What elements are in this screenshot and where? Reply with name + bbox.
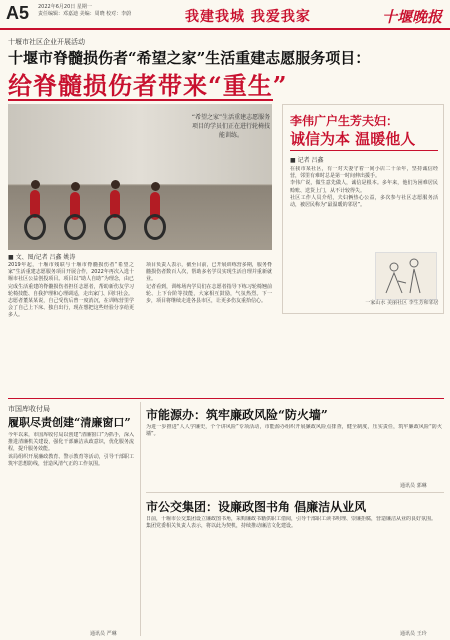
page-number: A5 xyxy=(6,3,30,23)
paragraph: 社区工作人员介绍，夫妇俩热心公益，多次参与社区志愿服务活动，被居民称为“最温暖的邻居”。 xyxy=(290,194,438,209)
paragraph: 项目负责人表示，截至目前，已开展训练营多期，服务脊髓损伤者数百人次，帮助多名学员实现生活自理并重新就业。 xyxy=(146,262,272,283)
paragraph: 为进一步推进“人人学廉史，个个讲风险”专项活动，市能源办组织开展廉政风险点排查，健全制度，压实责任，筑牢廉政风险“防火墙”。 xyxy=(146,424,442,438)
lead-body-col2 xyxy=(146,262,272,392)
photo-caption: “希望之家”生活重建志愿服务项目的学员们正在进行轮椅技能训练。 xyxy=(191,114,271,139)
sketch-head xyxy=(410,259,418,267)
person-head xyxy=(111,180,120,189)
sketch-head xyxy=(390,263,398,271)
headline-rule xyxy=(8,99,273,101)
sketch-figure xyxy=(386,269,420,293)
headline: 十堰市脊髓损伤者“希望之家”生活重建志愿服务项目： xyxy=(8,49,371,67)
sketch-drawing xyxy=(376,253,436,299)
paragraph: 该局组织开展廉政教育、警示教育等活动，引导干部职工筑牢思想防线，营造风清气正的工作氛围。 xyxy=(8,453,134,467)
commentary-byline: ■ 记者 吕鑫 xyxy=(290,157,324,164)
paragraph: 今年以来，市国库收付局以创建“清廉窗口”为抓手，深入推进清廉机关建设，强化干部廉洁从政意识，优化服务流程，提升服务效能。 xyxy=(8,432,134,453)
section-slogan: 我建我城 我爱我家 xyxy=(185,9,311,25)
brief-left-author: 通讯员 严琳 xyxy=(90,631,117,637)
wheelchair-wheel xyxy=(144,214,166,240)
paragraph: 记者看到，训练场内学员们在志愿者指导下练习轮椅翘前轮、上下台阶等技能，大家相互鼓励，气氛热烈。下一步，项目将继续走进各县市区，让更多伤友重拾信心。 xyxy=(146,283,272,305)
paragraph: 2019年起，十堰市残联与十堰市脊髓损伤者“希望之家”生活重建志愿服务项目开展合作，2022年再次入选十堰市社区公益创投项目。项目以“助人自助”为理念，由已完成生活重建的脊髓损伤者担任志愿者，帮助新伤友学习轮椅技能、自我护理和心理调适，走出家门、回归社会。 xyxy=(8,262,134,297)
commentary-headline: 诚信为本 温暖他人 xyxy=(290,130,416,148)
sketch-caption: 一家山水 美丽社区 李生芳和邻居 xyxy=(365,300,439,306)
lead-body-col1 xyxy=(8,262,134,392)
illustration-sketch xyxy=(375,252,437,300)
brief-mid-title: 市能源办：筑牢廉政风险“防火墙” xyxy=(146,408,328,422)
date: 2022年6月20日 星期一 xyxy=(38,4,92,10)
editor-line: 责任编辑：邓嘉迪 美编：周晓 校对：李蔚 xyxy=(38,11,132,17)
paragraph: 在我市某社区，有一对夫妻守着一间小店二十余年，坚持诚信经营，邻里有难时总是第一时间伸出援手。 xyxy=(290,166,438,180)
kicker: 十堰市社区企业开展活动 xyxy=(8,38,85,46)
paragraph: 集团党委相关负责人表示，将以此为契机，持续推动廉洁文化建设。 xyxy=(146,523,297,530)
paragraph: 志愿者董某某说，自己受伤后曾一度消沉，在训练营里学会了自己上下床、独自出行，现在想把这些经验分享给更多人。 xyxy=(8,298,134,319)
newspaper-logo: 十堰晚报 xyxy=(381,8,442,26)
brief-bottom-author: 通讯员 王玲 xyxy=(400,631,427,637)
section-divider xyxy=(8,398,444,399)
brief-bottom-title: 市公交集团：设廉政图书角 倡廉洁从业风 xyxy=(146,500,367,514)
wheelchair-wheel xyxy=(24,214,46,240)
commentary-rule xyxy=(290,150,438,151)
main-headline: 给脊髓损伤者带来“重生” xyxy=(8,71,288,100)
brief-left-label: 市国库收付局 xyxy=(8,405,50,413)
person-head xyxy=(71,182,80,191)
brief-mid-body xyxy=(146,424,442,480)
brief-left-body xyxy=(8,432,134,628)
wheelchair-wheel xyxy=(104,214,126,240)
brief-bottom-body xyxy=(146,516,442,626)
paragraph: 日前，十堰市公交集团设立廉政图书角，采购廉政书籍供职工借阅，引导干部职工读书明理、崇廉拒腐，营造廉洁从业的良好氛围。 xyxy=(146,516,437,522)
date-line xyxy=(38,4,131,18)
commentary-body xyxy=(290,166,438,250)
section-divider xyxy=(146,492,444,493)
column-divider xyxy=(140,402,141,636)
brief-left-title: 履职尽责创建“清廉窗口” xyxy=(8,416,131,429)
paragraph: 李伟广说，做生意先做人，诚信是根本。多年来，他们为困难居民赊账、送货上门，从不计较得失。 xyxy=(290,180,438,194)
brief-mid-author: 通讯员 郭琳 xyxy=(400,483,427,489)
wheelchair-wheel xyxy=(64,214,86,240)
masthead xyxy=(0,0,450,30)
byline: ■ 文、图/记者 吕鑫 姚涛 xyxy=(8,254,76,261)
person-head xyxy=(31,180,40,189)
person-head xyxy=(151,182,160,191)
commentary-label: 李伟广户生芳夫妇： xyxy=(290,114,399,128)
